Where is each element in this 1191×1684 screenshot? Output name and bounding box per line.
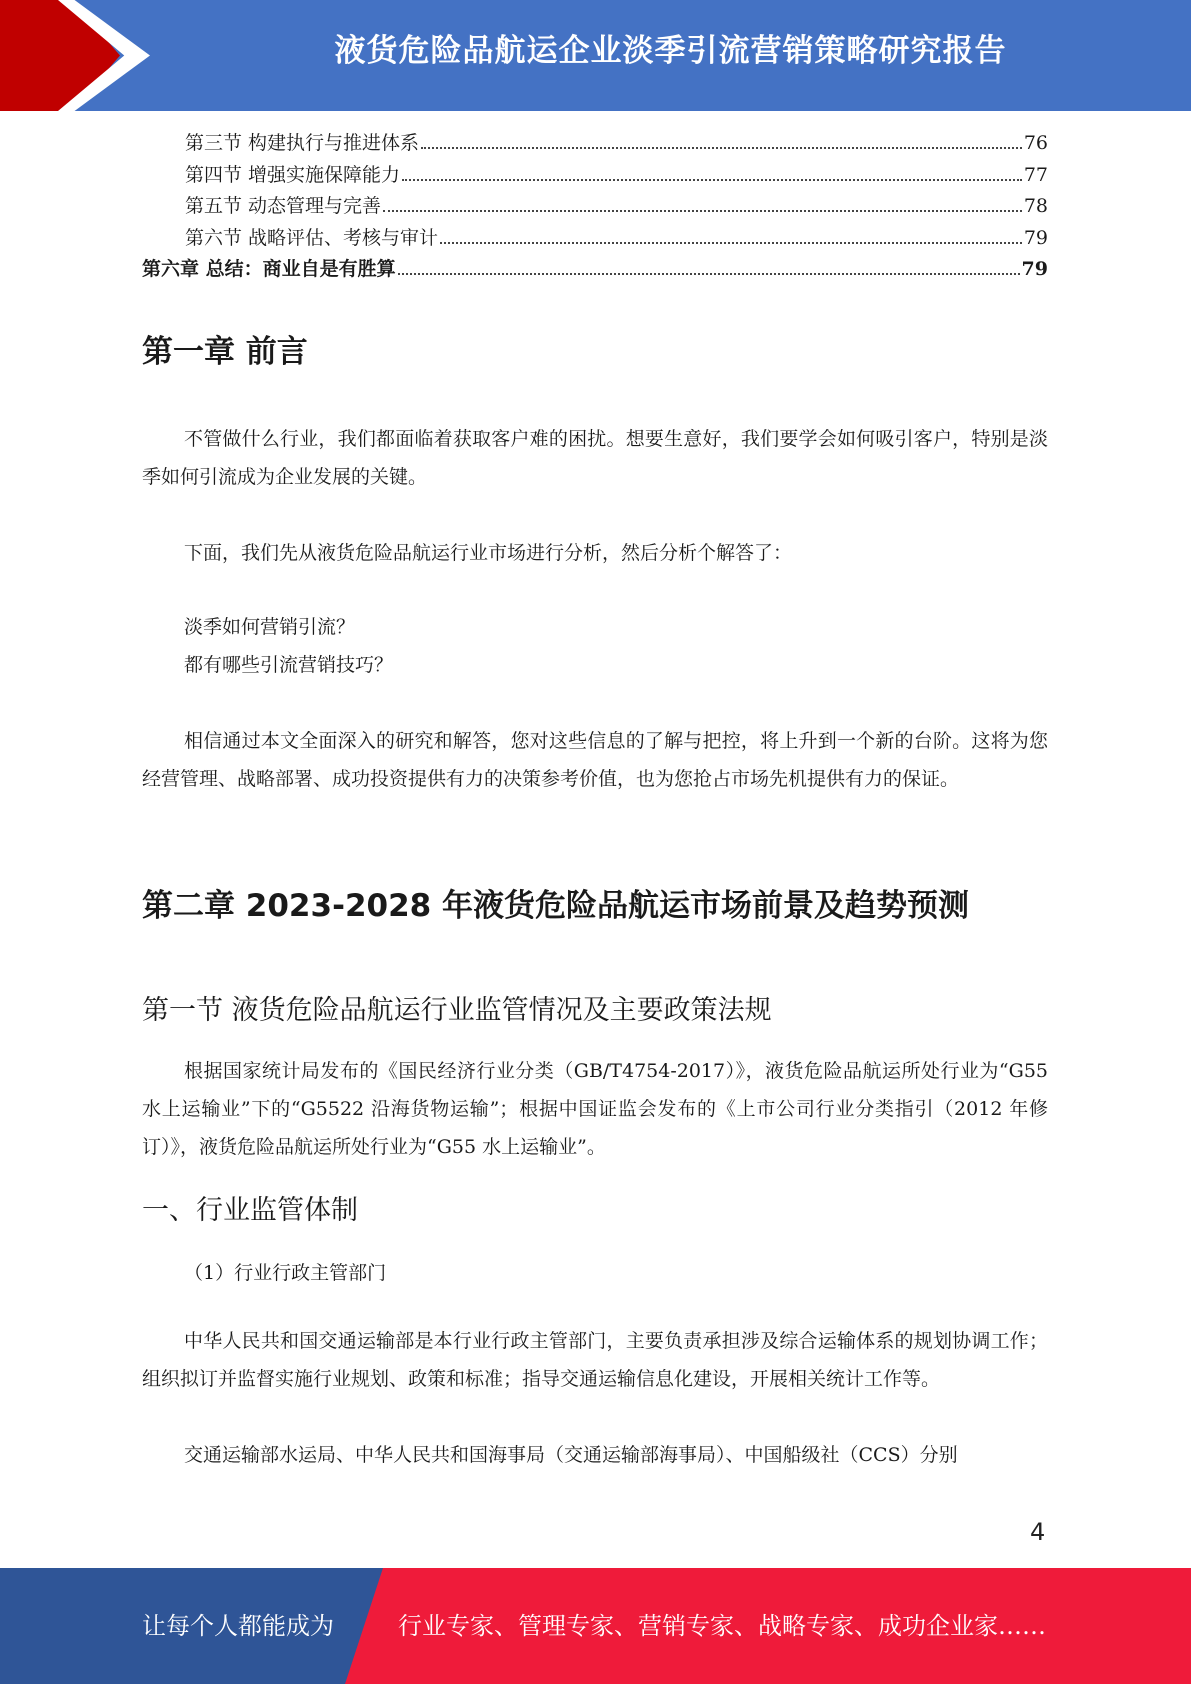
toc-item[interactable] — [142, 254, 1048, 286]
toc-label: 第四节 增强实施保障能力 — [185, 163, 401, 186]
footer-slogan-left: 让每个人都能成为 — [142, 1612, 334, 1640]
toc-label: 第六节 战略评估、考核与审计 — [185, 226, 439, 249]
toc-page: 76 — [1023, 132, 1048, 154]
section-paragraph: 交通运输部水运局、中华人民共和国海事局（交通运输部海事局）、中国船级社（CCS）分别 — [184, 1444, 958, 1466]
section-paragraph: 中华人民共和国交通运输部是本行业行政主管部门，主要负责承担涉及综合运输体系的规划协调工作；组织拟订并监督实施行业规划、政策和标准；指导交通运输信息化建设，开展相关统计工作等。 — [142, 1330, 1048, 1390]
section-paragraph: 根据国家统计局发布的《国民经济行业分类（GB/T4754-2017）》，液货危险品航运所处行业为“G55 水上运输业”下的“G5522 沿海货物运输”；根据中国证监会发布的《上市公司行业分类指引（2012 年修订）》，液货危险品航运所处行业为“G55 水上运输业”。 — [142, 1060, 1048, 1158]
toc-item[interactable] — [142, 128, 1048, 160]
chapter1-paragraph: 不管做什么行业，我们都面临着获取客户难的困扰。想要生意好，我们要学会如何吸引客户，特别是淡季如何引流成为企业发展的关键。 — [142, 428, 1048, 488]
toc-leader — [402, 179, 1022, 181]
page-content — [142, 128, 1048, 1466]
toc-leader — [383, 210, 1022, 212]
toc-leader — [398, 273, 1020, 275]
page-header — [0, 0, 1191, 111]
toc-label: 第六章 总结：商业自是有胜算 — [142, 258, 396, 280]
toc-item[interactable] — [142, 191, 1048, 223]
toc-page: 79 — [1021, 258, 1048, 280]
subsection-title: 一、行业监管体制 — [142, 1195, 358, 1226]
table-of-contents — [142, 128, 1048, 286]
chapter1-question: 都有哪些引流营销技巧？ — [184, 654, 394, 676]
chapter1-paragraph: 下面，我们先从液货危险品航运行业市场进行分析，然后分析个解答了： — [184, 542, 793, 564]
toc-leader — [440, 242, 1022, 244]
toc-label: 第三节 构建执行与推进体系 — [185, 132, 420, 154]
chapter1-title: 第一章 前言 — [142, 334, 308, 370]
chapter2-title: 第二章 2023-2028 年液货危险品航运市场前景及趋势预测 — [142, 888, 970, 924]
toc-item[interactable] — [142, 223, 1048, 255]
chapter1-paragraph: 相信通过本文全面深入的研究和解答，您对这些信息的了解与把控，将上升到一个新的台阶。这将为您经营管理、战略部署、成功投资提供有力的决策参考价值，也为您抢占市场先机提供有力的保证。 — [142, 730, 1048, 790]
subsection-item: （1）行业行政主管部门 — [184, 1262, 387, 1284]
page-footer — [0, 1568, 1191, 1684]
toc-label: 第五节 动态管理与完善 — [185, 195, 382, 217]
toc-page: 79 — [1023, 226, 1048, 249]
toc-item[interactable] — [142, 160, 1048, 192]
section-title: 第一节 液货危险品航运行业监管情况及主要政策法规 — [142, 995, 772, 1026]
toc-leader — [421, 147, 1022, 149]
toc-page: 78 — [1023, 195, 1048, 217]
report-title: 液货危险品航运企业淡季引流营销策略研究报告 — [334, 33, 1007, 69]
chapter1-question: 淡季如何营销引流？ — [184, 616, 356, 638]
toc-page: 77 — [1023, 163, 1048, 186]
footer-slogan-right: 行业专家、管理专家、营销专家、战略专家、成功企业家…… — [398, 1612, 1046, 1640]
header-red-arrow — [0, 0, 120, 111]
page-number: 4 — [1030, 1518, 1046, 1546]
